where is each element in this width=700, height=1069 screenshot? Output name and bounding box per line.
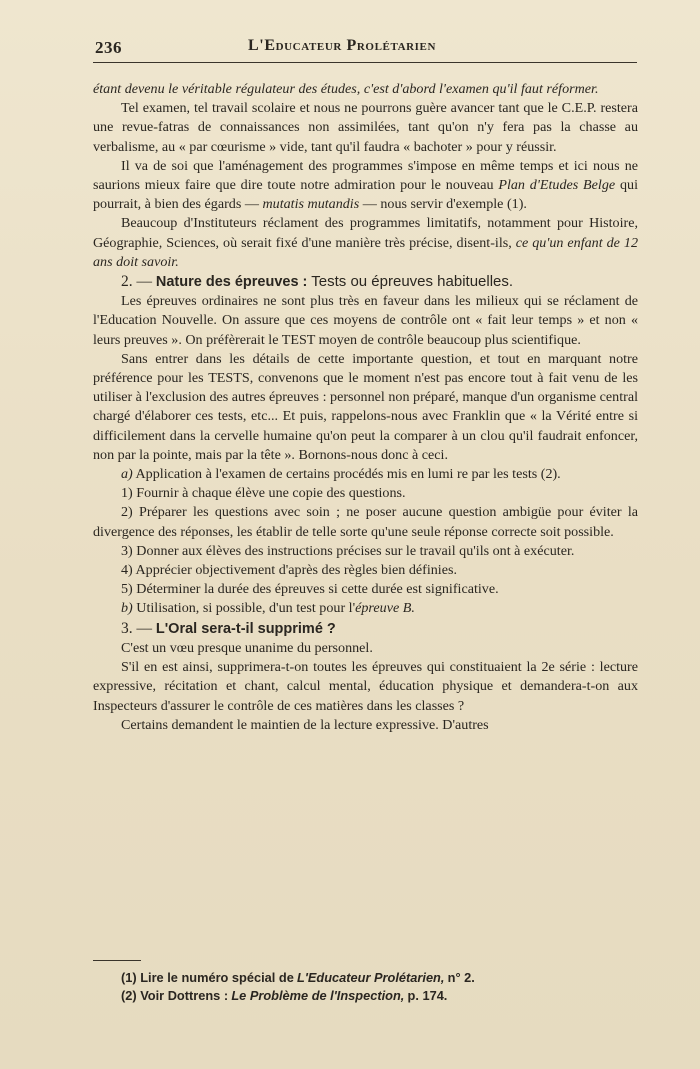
list-item-b	[93, 599, 638, 618]
item-emphasis: épreuve B.	[355, 600, 415, 617]
item-text: Application à l'examen de certains procédés mis en lumi re par les tests (2).	[135, 466, 561, 483]
list-item-a	[93, 465, 638, 484]
latin-phrase: mutatis mutandis	[262, 196, 360, 213]
footnote-text: p. 174.	[407, 988, 448, 1003]
footnote-text: (1) Lire le numéro spécial de	[121, 970, 294, 985]
footnote-rule	[93, 960, 141, 961]
footnote-2	[93, 987, 638, 1005]
paragraph: Certains demandent le maintien de la lecture expressive. D'autres	[121, 716, 489, 733]
footnote-journal-title: L'Educateur Prolétarien,	[297, 970, 445, 985]
footnote-book-title: Le Problème de l'Inspection,	[231, 988, 405, 1003]
emphasis-enfant: ce qu'un enfant de 12 ans doit savoir.	[93, 234, 638, 270]
plan-etudes-title: Plan d'Etudes Belge	[498, 177, 616, 194]
list-item: 1) Fournir à chaque élève une copie des questions.	[121, 485, 406, 502]
paragraph: C'est un vœu presque unanime du personnel.	[121, 639, 373, 656]
footnote-text: n° 2.	[447, 970, 475, 985]
list-item: 2) Préparer les questions avec soin ; ne poser aucune question ambigüe pour éviter la divergence des réponses, les établir de telle sorte qu'une seule réponse correcte soit possible.	[93, 504, 638, 540]
text-run: Beaucoup d'Instituteurs réclament des programmes limitatifs, notamment pour Histoire, Géographie, Sciences, où serait fixé d'une manière très précise, disent-ils,	[93, 215, 638, 251]
section-title-rest: Tests ou épreuves habituelles.	[311, 273, 514, 291]
section-heading-3	[93, 619, 638, 639]
page-header	[93, 34, 637, 63]
item-text: Utilisation, si possible, d'un test pour l'	[136, 600, 356, 617]
paragraph-limitatifs	[93, 214, 638, 272]
footnotes	[93, 960, 638, 1005]
list-item: 4) Apprécier objectivement d'après des règles bien définies.	[121, 562, 457, 579]
text-run: — nous servir d'exemple (1).	[362, 196, 527, 213]
paragraph: Sans entrer dans les détails de cette importante question, et tout en marquant notre préférence pour les TESTS, convenons que le moment n'est pas encore tout à fait venu de les utiliser à l'exclusion des autres épreuves : personnel non préparé, manque d'un organisme central chargé d'élaborer ces tests, etc... Et puis, rappelons-nous avec Franklin que « la Vérité entre si difficilement dans la cervelle humaine qu'on peut la comparer à un clou qu'il faudrait enfoncer, non par la pointe, mais par la tête ». Bornons-nous donc à ceci.	[93, 350, 638, 463]
page-body	[93, 80, 638, 735]
paragraph-programmes	[93, 157, 638, 215]
footnote-text: (2) Voir Dottrens :	[121, 988, 229, 1003]
text-run: Il va de soi que l'aménagement des programmes s'impose en même temps et ici nous ne saurions mieux faire que dire toute notre admiration pour le nouveau	[93, 157, 638, 194]
paragraph-continuation: étant devenu le véritable régulateur des études, c'est d'abord l'examen qu'il faut réformer.	[93, 81, 599, 97]
paragraph: Les épreuves ordinaires ne sont plus très en faveur dans les milieux qui se réclament de l'Education Nouvelle. On assure que ces moyens de contrôle ont « fait leur temps » et non « leurs preuves ». On préfèrerait le TEST moyen de contrôle beaucoup plus scientifique.	[93, 293, 638, 348]
section-heading-2	[93, 272, 638, 292]
item-label: a)	[121, 466, 133, 483]
list-item: 3) Donner aux élèves des instructions précises sur le travail qu'ils ont à exécuter.	[121, 542, 575, 559]
list-item: 5) Déterminer la durée des épreuves si cette durée est significative.	[121, 581, 499, 598]
item-label: b)	[121, 600, 133, 617]
paragraph: S'il en est ainsi, supprimera-t-on toutes les épreuves qui constituaient la 2e série : lecture expressive, récitation et chant, calcul mental, éducation physique et demandera-t-on aux Inspecteurs d'assurer le contrôle de ces matières dans les classes ?	[93, 659, 638, 714]
footnote-1	[93, 969, 638, 987]
running-title: L'Educateur Prolétarien	[248, 37, 437, 54]
page-number: 236	[95, 38, 122, 57]
text-run: qui pourrait, à bien des égards —	[93, 177, 638, 213]
section-title-bold: Nature des épreuves :	[155, 274, 308, 291]
paragraph-examen: Tel examen, tel travail scolaire et nous ne pourrons guère avancer tant que le C.E.P. restera une revue-fatras de connaissances non assimilées, tant qu'on n'y fera pas la chasse au verbalisme, au « par cœurisme » vide, tant qu'il faudra « bachoter » pour y réussir.	[93, 100, 638, 155]
section-number: 2. —	[121, 273, 152, 291]
section-title-bold: L'Oral sera-t-il supprimé ?	[155, 620, 336, 637]
section-number: 3. —	[121, 619, 152, 637]
